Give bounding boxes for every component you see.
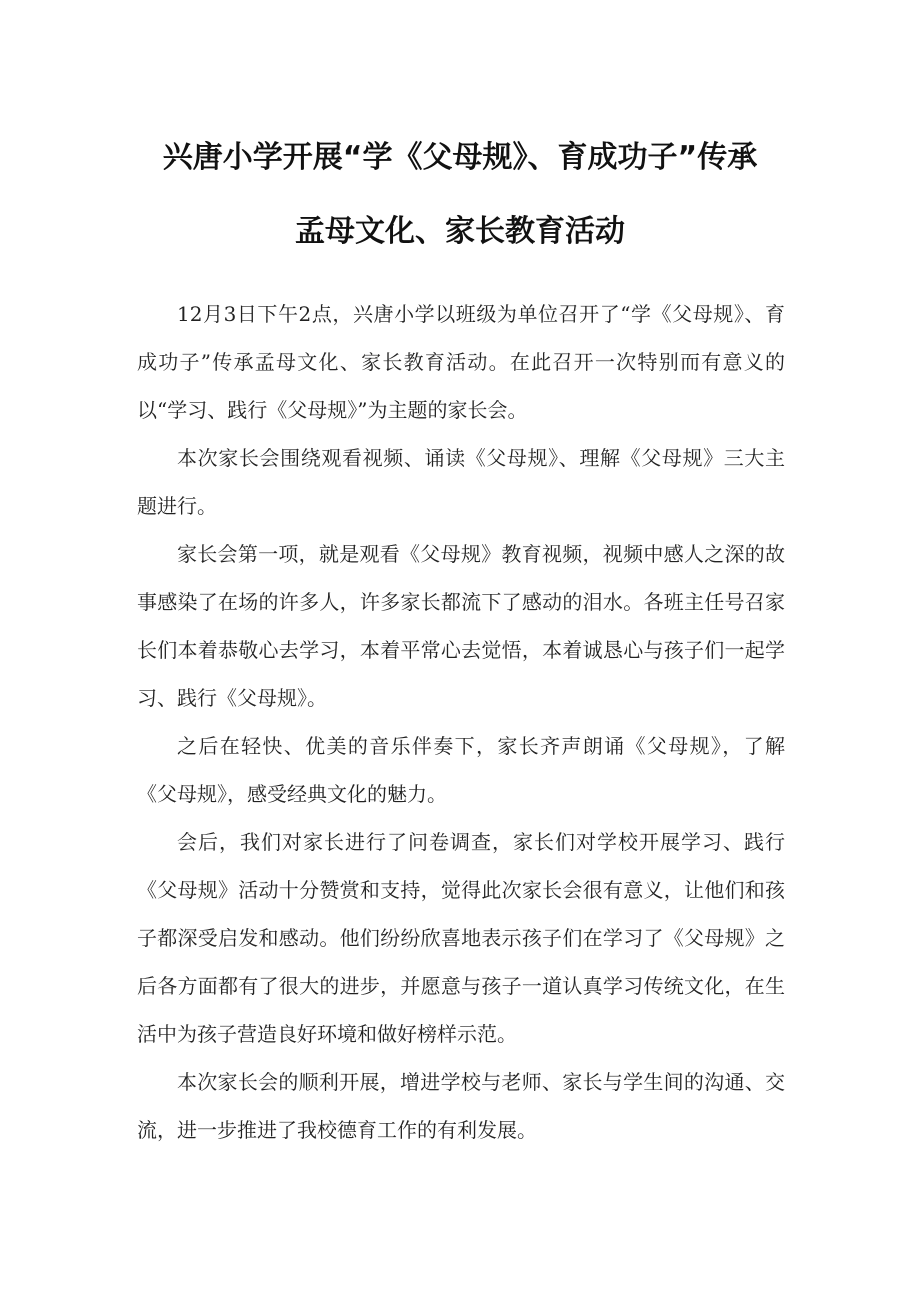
- paragraph-6: 本次家长会的顺利开展，增进学校与老师、家长与学生间的沟通、交流，进一步推进了我校德育工作的有利发展。: [137, 1070, 785, 1142]
- paragraph-2: 本次家长会围绕观看视频、诵读《父母规》、理解《父母规》三大主题进行。: [137, 446, 785, 518]
- paragraph-1: 12月3日下午2点，兴唐小学以班级为单位召开了“学《父母规》、育成功子”传承孟母文化、家长教育活动。在此召开一次特别而有意义的以“学习、践行《父母规》”为主题的家长会。: [137, 302, 785, 422]
- paragraph-3: 家长会第一项，就是观看《父母规》教育视频，视频中感人之深的故事感染了在场的许多人，许多家长都流下了感动的泪水。各班主任号召家长们本着恭敬心去学习，本着平常心去觉悟，本着诚恳心与孩子们一起学习、践行《父母规》。: [137, 542, 785, 710]
- paragraph-4: 之后在轻快、优美的音乐伴奏下，家长齐声朗诵《父母规》，了解《父母规》，感受经典文化的魅力。: [137, 734, 785, 806]
- document-title-line-2: 孟母文化、家长教育活动: [295, 214, 625, 249]
- document-title-line-1: 兴唐小学开展“学《父母规》、育成功子”传承: [162, 140, 758, 175]
- document-body: [137, 290, 785, 1154]
- paragraph-5: 会后，我们对家长进行了问卷调查，家长们对学校开展学习、践行《父母规》活动十分赞赏和支持，觉得此次家长会很有意义，让他们和孩子都深受启发和感动。他们纷纷欣喜地表示孩子们在学习了《父母规》之后各方面都有了很大的进步，并愿意与孩子一道认真学习传统文化，在生活中为孩子营造良好环境和做好榜样示范。: [137, 830, 785, 1046]
